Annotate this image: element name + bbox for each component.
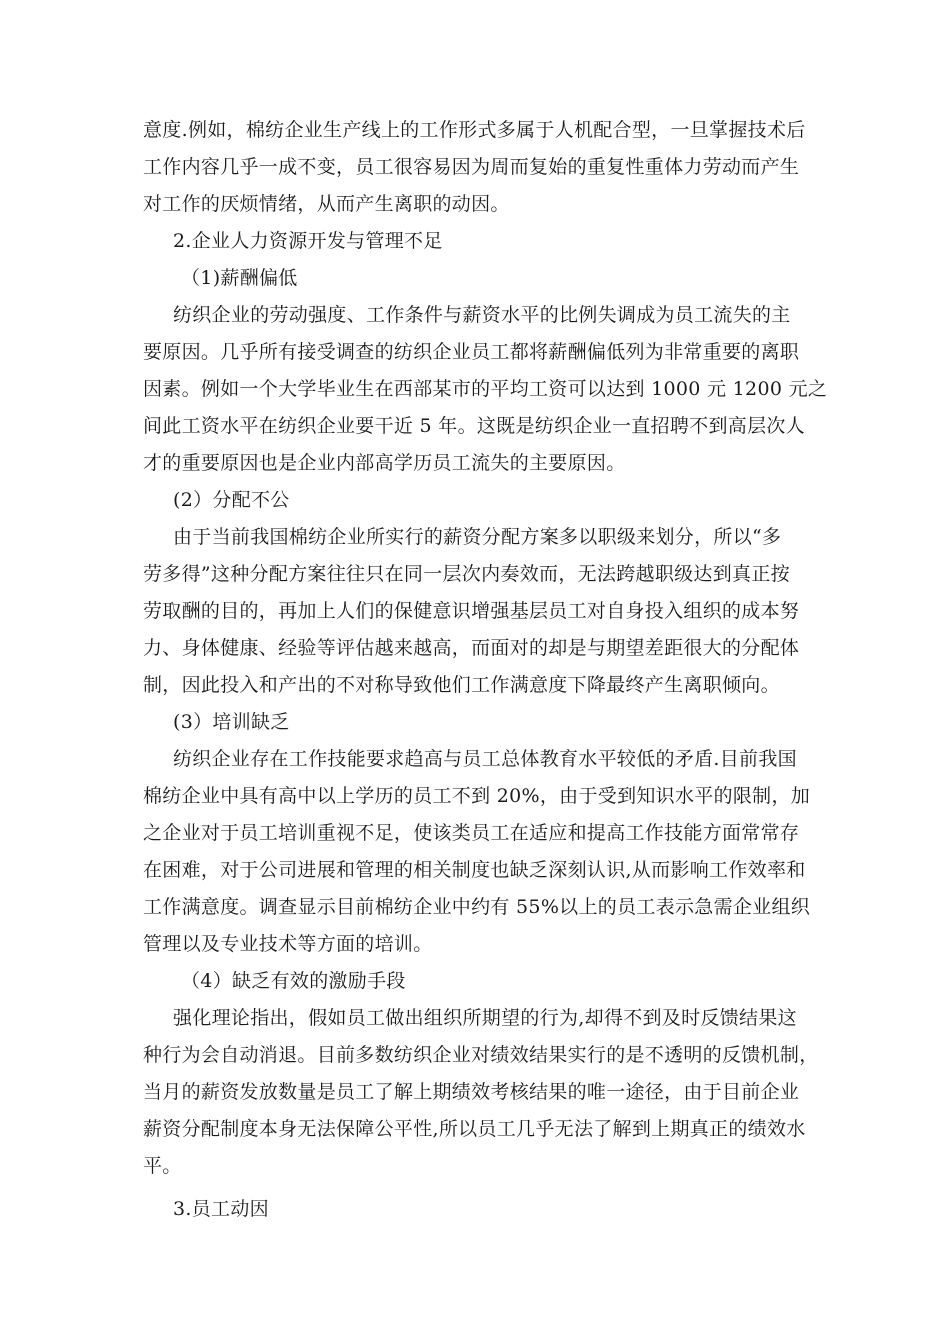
text-line: 对工作的厌烦情绪，从而产生离职的动因。 bbox=[143, 193, 510, 215]
text-line: 间此工资水平在纺织企业要干近 5 年。这既是纺织企业一直招聘不到高层次人 bbox=[143, 415, 805, 437]
text-line: 工作内容几乎一成不变，员工很容易因为周而复始的重复性重体力劳动而产生 bbox=[143, 156, 800, 178]
text-line: 因素。例如一个大学毕业生在西部某市的平均工资可以达到 1000 元 1200 元之 bbox=[143, 378, 828, 400]
text-line: 平。 bbox=[143, 1155, 182, 1177]
text-line: 要原因。几乎所有接受调查的纺织企业员工都将薪酬偏低列为非常重要的离职 bbox=[143, 341, 800, 363]
text-line: 3.员工动因 bbox=[173, 1198, 269, 1220]
text-line: 在困难，对于公司进展和管理的相关制度也缺乏深刻认识,从而影响工作效率和 bbox=[143, 859, 806, 881]
text-line: 当月的薪资发放数量是员工了解上期绩效考核结果的唯一途径，由于目前企业 bbox=[143, 1081, 800, 1103]
text-line: 种行为会自动消退。目前多数纺织企业对绩效结果实行的是不透明的反馈机制， bbox=[143, 1044, 819, 1066]
text-line: （1)薪酬偏低 bbox=[181, 267, 298, 289]
text-line: (2）分配不公 bbox=[173, 489, 290, 511]
text-line: 才的重要原因也是企业内部高学历员工流失的主要原因。 bbox=[143, 452, 626, 474]
text-line: 制，因此投入和产出的不对称导致他们工作满意度下降最终产生离职倾向。 bbox=[143, 674, 780, 696]
document-page bbox=[143, 112, 828, 1228]
text-line: 强化理论指出，假如员工做出组织所期望的行为,却得不到及时反馈结果这 bbox=[173, 1007, 797, 1029]
text-line: 工作满意度。调查显示目前棉纺企业中约有 55%以上的员工表示急需企业组织 bbox=[143, 896, 811, 918]
text-line: 力、身体健康、经验等评估越来越高，而面对的却是与期望差距很大的分配体 bbox=[143, 637, 800, 659]
text-line: 之企业对于员工培训重视不足，使该类员工在适应和提高工作技能方面常常存 bbox=[143, 822, 800, 844]
text-line: (3）培训缺乏 bbox=[173, 711, 290, 733]
text-line: 劳多得”这种分配方案往往只在同一层次内奏效而，无法跨越职级达到真正按 bbox=[143, 563, 790, 585]
text-line: 薪资分配制度本身无法保障公平性,所以员工几乎无法了解到上期真正的绩效水 bbox=[143, 1118, 806, 1140]
text-line: 纺织企业存在工作技能要求趋高与员工总体教育水平较低的矛盾.目前我国 bbox=[173, 748, 797, 770]
text-line: 管理以及专业技术等方面的培训。 bbox=[143, 933, 433, 955]
text-line: 2.企业人力资源开发与管理不足 bbox=[173, 230, 443, 252]
text-line: 纺织企业的劳动强度、工作条件与薪资水平的比例失调成为员工流失的主 bbox=[173, 304, 791, 326]
text-line: 意度.例如，棉纺企业生产线上的工作形式多属于人机配合型，一旦掌握技术后 bbox=[143, 119, 806, 141]
text-line: 劳取酬的目的，再加上人们的保健意识增强基层员工对自身投入组织的成本努 bbox=[143, 600, 800, 622]
text-line: 由于当前我国棉纺企业所实行的薪资分配方案多以职级来划分，所以“多 bbox=[173, 526, 782, 548]
text-line: （4）缺乏有效的激励手段 bbox=[181, 970, 406, 992]
text-line: 棉纺企业中具有高中以上学历的员工不到 20%，由于受到知识水平的限制，加 bbox=[143, 785, 811, 807]
